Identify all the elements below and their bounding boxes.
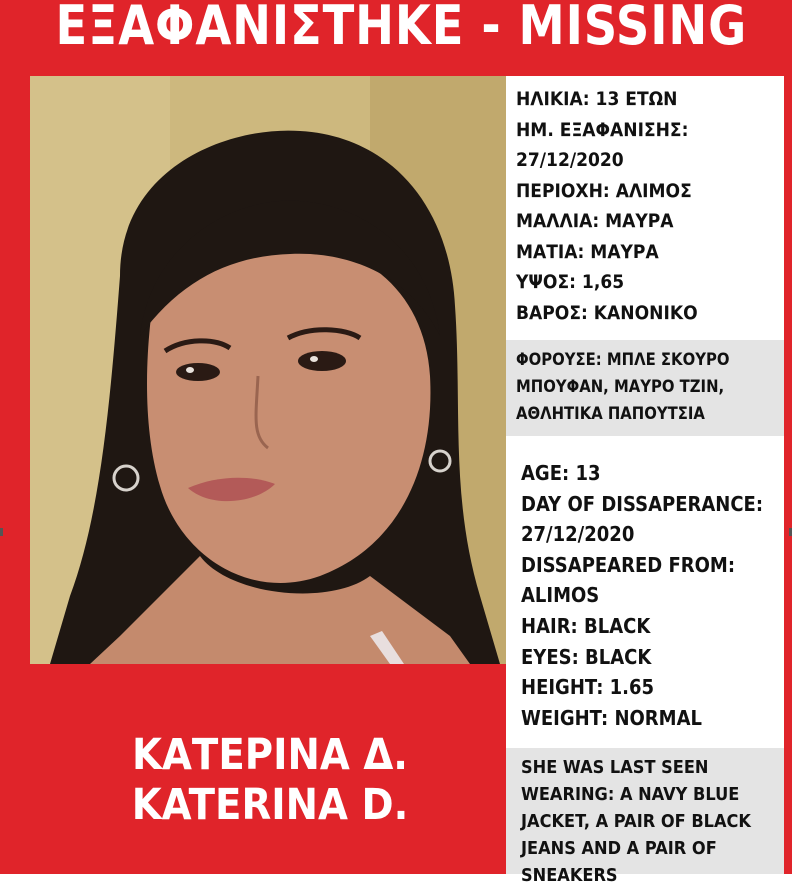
english-age: AGE: 13 (521, 461, 601, 485)
greek-clothing-line: ΦΟΡΟΥΣΕ: ΜΠΛΕ ΣΚΟΥΡΟ (516, 350, 730, 369)
edge-marker-left (0, 528, 3, 536)
english-clothing-line: SNEAKERS (521, 865, 618, 886)
greek-details (506, 76, 784, 338)
missing-person-photo (30, 76, 506, 664)
greek-area: ΠΕΡΙΟΧΗ: ΑΛΙΜΟΣ (516, 179, 692, 202)
english-clothing (506, 748, 784, 886)
english-date: 27/12/2020 (521, 522, 635, 547)
person-names (63, 730, 477, 830)
english-clothing-line: JACKET, A PAIR OF BLACK (521, 811, 751, 832)
name-english: KATERINA D. (131, 780, 409, 830)
english-details (506, 452, 784, 746)
english-clothing-line: WEARING: A NAVY BLUE (521, 784, 740, 805)
info-panel (506, 76, 784, 886)
greek-date: 27/12/2020 (516, 149, 624, 171)
english-date-label: DAY OF DISSAPERANCE: (521, 491, 764, 516)
greek-hair: ΜΑΛΛΙΑ: ΜΑΥΡΑ (516, 210, 674, 232)
name-greek: ΚΑΤΕΡΙΝΑ Δ. (131, 730, 408, 780)
english-height: HEIGHT: 1.65 (521, 675, 655, 700)
greek-weight: ΒΑΡΟΣ: ΚΑΝΟΝΙΚΟ (516, 301, 698, 324)
english-eyes: EYES: BLACK (521, 644, 652, 669)
greek-height: ΥΨΟΣ: 1,65 (516, 271, 625, 293)
english-clothing-line: JEANS AND A PAIR OF (521, 838, 717, 859)
poster-title: ΕΞΑΦΑΝΙΣΤΗΚΕ - MISSING (55, 0, 748, 57)
english-from: ALIMOS (521, 583, 600, 608)
greek-clothing-line: ΜΠΟΥΦΑΝ, ΜΑΥΡΟ ΤΖΙΝ, (516, 377, 725, 396)
portrait-image (30, 76, 506, 664)
english-from-label: DISSAPEARED FROM: (521, 552, 736, 577)
greek-eyes: ΜΑΤΙΑ: ΜΑΥΡΑ (516, 240, 659, 263)
greek-age: ΗΛΙΚΙΑ: 13 ΕΤΩΝ (516, 88, 678, 110)
english-weight: WEIGHT: NORMAL (521, 705, 702, 730)
greek-clothing-line: ΑΘΛΗΤΙΚΑ ΠΑΠΟΥΤΣΙΑ (516, 404, 705, 423)
greek-date-label: ΗΜ. ΕΞΑΦΑΝΙΣΗΣ: (516, 118, 689, 141)
english-hair: HAIR: BLACK (521, 613, 651, 638)
greek-clothing (506, 340, 784, 436)
english-clothing-line: SHE WAS LAST SEEN (521, 757, 709, 778)
